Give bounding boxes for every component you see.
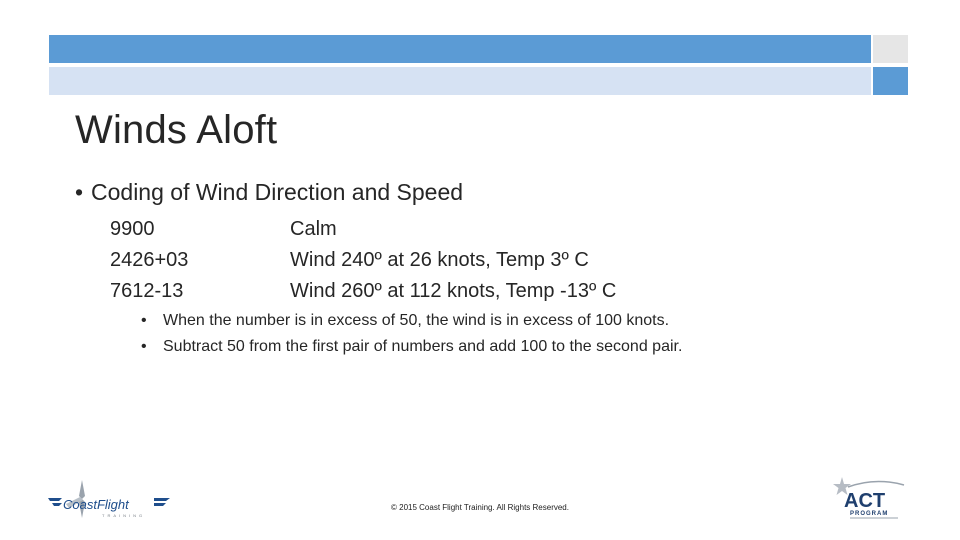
bullet-dot: • xyxy=(141,338,147,355)
note-text: When the number is in excess of 50, the wind is in excess of 100 knots. xyxy=(163,312,670,329)
main-bullet-text: Coding of Wind Direction and Speed xyxy=(91,179,464,205)
header-bar-top-right xyxy=(873,35,908,63)
swoosh-icon xyxy=(848,481,904,487)
code-meaning: Wind 260º at 112 knots, Temp -13º C xyxy=(290,280,617,302)
code-meaning: Wind 240º at 26 knots, Temp 3º C xyxy=(290,249,589,271)
notes-list xyxy=(141,308,682,360)
main-bullet xyxy=(75,179,463,206)
code-value: 9900 xyxy=(110,218,155,240)
coastflight-logo-text: CoastFlight xyxy=(63,497,129,512)
header-bar-bottom xyxy=(49,67,871,95)
header-bar-bottom-right xyxy=(873,67,908,95)
code-value: 7612-13 xyxy=(110,280,184,302)
code-meaning: Calm xyxy=(290,218,337,240)
copyright-text: © 2015 Coast Flight Training. All Rights Reserved. xyxy=(391,503,569,512)
act-program-logo xyxy=(830,475,910,521)
note-item xyxy=(141,334,682,360)
coastflight-logo xyxy=(46,478,172,520)
note-item xyxy=(141,308,682,334)
header-bar-top xyxy=(49,35,871,63)
act-logo-subtext: PROGRAM xyxy=(850,511,889,517)
note-text: Subtract 50 from the first pair of numbers and add 100 to the second pair. xyxy=(163,338,683,355)
coastflight-logo-subtext: TRAINING xyxy=(102,513,146,518)
code-value: 2426+03 xyxy=(110,249,189,271)
bullet-dot: • xyxy=(75,179,84,205)
act-logo-text: ACT xyxy=(844,490,886,512)
bullet-dot: • xyxy=(141,312,147,329)
slide-title: Winds Aloft xyxy=(75,108,278,152)
